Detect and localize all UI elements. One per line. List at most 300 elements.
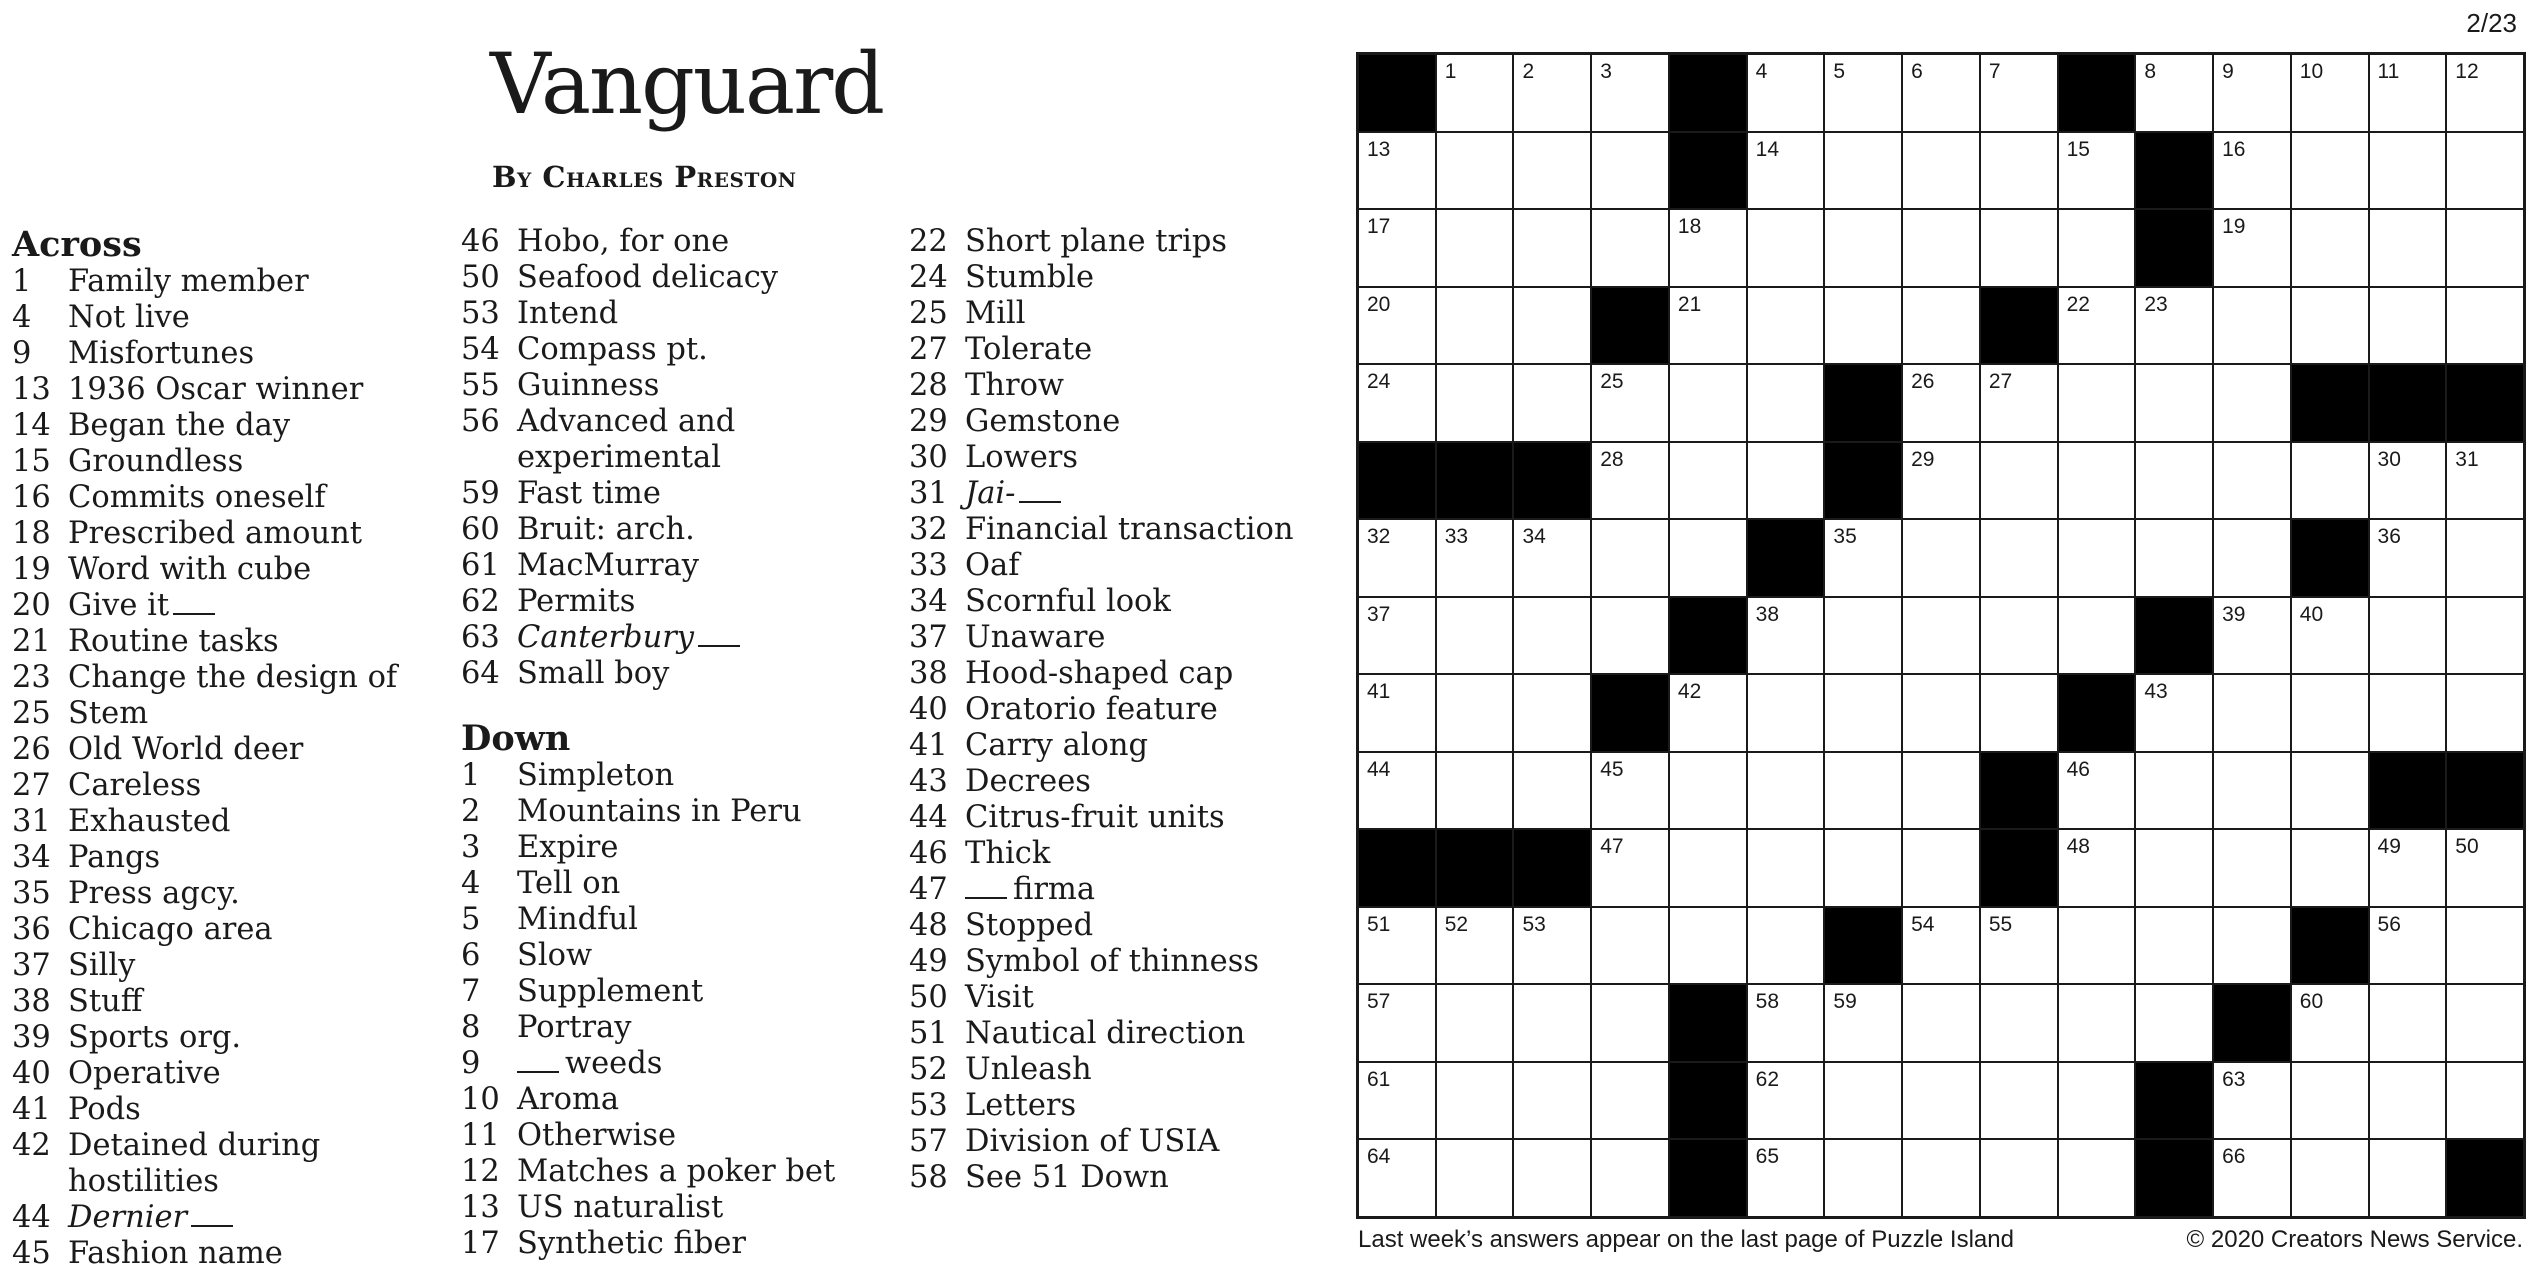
clue-text: Carry along: [965, 728, 1149, 763]
clue-number: 19: [12, 552, 51, 587]
grid-cell: [1514, 365, 1590, 441]
clue-text-wrap: [965, 332, 1349, 368]
grid-cell: [2059, 908, 2135, 984]
clue-text-wrap: [965, 980, 1349, 1016]
cell-number: 52: [1444, 912, 1469, 936]
clue-text: Permits: [517, 584, 636, 619]
fill-in-blank: [965, 873, 1007, 899]
grid-cell: [1748, 55, 1824, 131]
clue-item: [461, 1190, 901, 1226]
black-square: [1359, 830, 1435, 906]
clue-item: [461, 548, 901, 584]
clue-number: 37: [909, 620, 948, 655]
clue-text-wrap: [965, 836, 1349, 872]
clue-text: Aroma: [517, 1082, 620, 1117]
cell-number: 5: [1833, 60, 1846, 83]
fill-in-blank: [1019, 477, 1061, 503]
grid-cell: [1359, 675, 1435, 751]
black-square: [1670, 1063, 1746, 1139]
clue-item: [909, 584, 1349, 620]
black-square: [2059, 675, 2135, 751]
clue-number: 52: [909, 1052, 948, 1087]
grid-cell: [2136, 520, 2212, 596]
clue-item: [461, 404, 901, 476]
clue-text-wrap: [517, 1082, 901, 1118]
clue-text-wrap: [965, 440, 1349, 476]
cell-number: 13: [1367, 137, 1391, 161]
clue-number: 27: [909, 332, 948, 367]
clue-text-wrap: [517, 224, 901, 260]
clue-number: 38: [12, 984, 51, 1019]
black-square: [1670, 985, 1746, 1061]
cell-number: 51: [1367, 912, 1391, 936]
clue-text: Family member: [68, 264, 309, 299]
grid-cell: [1670, 753, 1746, 829]
grid-cell: [1437, 908, 1513, 984]
black-square: [1825, 443, 1901, 519]
clue-text-wrap: [68, 588, 452, 624]
clue-item: [909, 1088, 1349, 1124]
grid-cell: [1670, 908, 1746, 984]
clue-text: Unaware: [965, 620, 1106, 655]
clue-text-wrap: [965, 1124, 1349, 1160]
clue-number: 38: [909, 656, 948, 691]
cell-number: 41: [1367, 680, 1391, 704]
clue-number: 61: [461, 548, 500, 583]
clue-text: Unleash: [965, 1052, 1092, 1087]
clue-item: [12, 264, 452, 300]
clue-item: [12, 336, 452, 372]
clue-number: 37: [12, 948, 51, 983]
crossword-grid: [1356, 52, 2526, 1219]
grid-cell: [1981, 908, 2057, 984]
grid-cell: [2059, 753, 2135, 829]
clue-item: [461, 296, 901, 332]
clue-text: Chicago area: [68, 912, 273, 947]
black-square: [1514, 830, 1590, 906]
clue-text: Sports org.: [68, 1020, 242, 1055]
cell-number: 3: [1600, 60, 1612, 83]
clue-text: Advanced and experimental: [517, 404, 736, 475]
grid-cell: [1514, 288, 1590, 364]
grid-cell: [2370, 1063, 2446, 1139]
cell-number: 44: [1367, 757, 1391, 781]
clue-text: Oaf: [965, 548, 1020, 583]
black-square: [1670, 1140, 1746, 1216]
cell-number: 9: [2222, 60, 2234, 83]
grid-cell: [1437, 675, 1513, 751]
black-square: [1748, 520, 1824, 596]
clue-text-wrap: [965, 728, 1349, 764]
grid-cell: [2059, 1063, 2135, 1139]
grid-cell: [2292, 1063, 2368, 1139]
clue-number: 12: [461, 1154, 500, 1189]
grid-cell: [2059, 210, 2135, 286]
grid-cell: [1592, 133, 1668, 209]
clue-item: [12, 1020, 452, 1056]
grid-cell: [1981, 1140, 2057, 1216]
clue-number: 34: [909, 584, 948, 619]
clue-text: Dernier: [68, 1200, 188, 1235]
cell-number: 47: [1600, 835, 1624, 859]
clue-item: [461, 1118, 901, 1154]
black-square: [2136, 1140, 2212, 1216]
across-clue-list: [12, 264, 452, 1272]
clue-text-wrap: [68, 1020, 452, 1056]
grid-cell: [1981, 210, 2057, 286]
clue-item: [461, 332, 901, 368]
clue-text: Give it: [68, 588, 170, 623]
clue-item: [461, 368, 901, 404]
clue-text-wrap: [68, 1200, 452, 1236]
grid-cell: [2136, 830, 2212, 906]
cell-number: 17: [1367, 215, 1391, 239]
cell-number: 21: [1677, 292, 1702, 316]
clue-text: Small boy: [517, 656, 670, 691]
black-square: [1592, 288, 1668, 364]
grid-cell: [1592, 520, 1668, 596]
clue-text: firma: [1013, 872, 1096, 907]
grid-cell: [2136, 288, 2212, 364]
clue-item: [909, 260, 1349, 296]
cell-number: 30: [2377, 447, 2401, 471]
clue-item: [909, 1052, 1349, 1088]
clue-text: Portray: [517, 1010, 632, 1045]
clue-number: 27: [12, 768, 51, 803]
clue-number: 32: [909, 512, 948, 547]
clue-item: [461, 1010, 901, 1046]
clue-text-wrap: [965, 1088, 1349, 1124]
grid-cell: [2059, 288, 2135, 364]
cell-number: 12: [2455, 60, 2479, 83]
clue-text: Jai-: [965, 476, 1016, 511]
grid-cell: [2214, 675, 2290, 751]
clue-text: Tell on: [517, 866, 621, 901]
clue-text: Otherwise: [517, 1118, 677, 1153]
down-heading: Down: [461, 718, 571, 759]
clue-item: [909, 836, 1349, 872]
grid-cell: [1748, 288, 1824, 364]
grid-cell: [2214, 753, 2290, 829]
clue-text-wrap: [68, 1236, 452, 1272]
clue-text: Fashion name: [68, 1236, 283, 1271]
clue-number: 40: [12, 1056, 51, 1091]
grid-cell: [1903, 908, 1979, 984]
clue-item: [909, 548, 1349, 584]
clue-text-wrap: [68, 732, 452, 768]
clue-number: 22: [909, 224, 948, 259]
clue-text: Fast time: [517, 476, 661, 511]
clue-item: [909, 728, 1349, 764]
grid-cell: [2370, 830, 2446, 906]
clue-text: Stopped: [965, 908, 1094, 943]
clue-text-wrap: [68, 516, 452, 552]
clue-item: [461, 476, 901, 512]
grid-cell: [2059, 985, 2135, 1061]
clue-column-2: [461, 224, 901, 1262]
grid-cell: [2447, 288, 2523, 364]
grid-cell: [2447, 133, 2523, 209]
grid-cell: [1903, 1140, 1979, 1216]
clue-number: 25: [909, 296, 948, 331]
grid-cell: [1514, 1140, 1590, 1216]
clue-text-wrap: [965, 224, 1349, 260]
clue-number: 56: [461, 404, 500, 439]
grid-cell: [2059, 1140, 2135, 1216]
grid-cell: [2214, 288, 2290, 364]
cell-number: 4: [1755, 60, 1768, 83]
grid-cell: [2370, 210, 2446, 286]
clue-item: [461, 758, 901, 794]
grid-cell: [2370, 1140, 2446, 1216]
grid-cell: [1981, 365, 2057, 441]
clue-text: Supplement: [517, 974, 704, 1009]
clue-item: [461, 1082, 901, 1118]
clue-number: 26: [12, 732, 51, 767]
clue-number: 40: [909, 692, 948, 727]
black-square: [1981, 753, 2057, 829]
grid-cell: [1359, 753, 1435, 829]
clue-text-wrap: [517, 548, 901, 584]
grid-cell: [1981, 520, 2057, 596]
grid-cell: [1514, 985, 1590, 1061]
cell-number: 43: [2144, 680, 2168, 704]
clue-item: [461, 902, 901, 938]
grid-cell: [1437, 210, 1513, 286]
grid-cell: [2447, 908, 2523, 984]
clue-text-wrap: [517, 584, 901, 620]
black-square: [1825, 365, 1901, 441]
grid-cell: [1514, 210, 1590, 286]
grid-cell: [2214, 520, 2290, 596]
grid-cell: [2292, 210, 2368, 286]
clue-text: Throw: [965, 368, 1065, 403]
grid-cell: [2447, 55, 2523, 131]
grid-cell: [1359, 1140, 1435, 1216]
grid-cell: [1514, 520, 1590, 596]
clue-number: 51: [909, 1016, 948, 1051]
clue-text-wrap: [965, 404, 1349, 440]
clue-text: Citrus-fruit units: [965, 800, 1225, 835]
grid-cell: [1359, 1063, 1435, 1139]
clue-text: Financial transaction: [965, 512, 1294, 547]
grid-cell: [2292, 985, 2368, 1061]
grid-cell: [1903, 830, 1979, 906]
clue-number: 23: [12, 660, 51, 695]
clue-number: 3: [461, 830, 481, 865]
grid-cell: [2370, 598, 2446, 674]
black-square: [2214, 985, 2290, 1061]
black-square: [2447, 753, 2523, 829]
clue-text: Hobo, for one: [517, 224, 730, 259]
clue-text: Expire: [517, 830, 619, 865]
clue-item: [461, 656, 901, 692]
clue-item: [461, 794, 901, 830]
black-square: [2292, 908, 2368, 984]
grid-cell: [1437, 1140, 1513, 1216]
clue-text-wrap: [517, 1010, 901, 1046]
grid-cell: [1514, 908, 1590, 984]
grid-cell: [2292, 133, 2368, 209]
clue-number: 8: [461, 1010, 481, 1045]
clue-item: [909, 1016, 1349, 1052]
cell-number: 63: [2222, 1067, 2246, 1091]
cell-number: 42: [1677, 680, 1702, 704]
grid-cell: [1748, 133, 1824, 209]
clue-text: Compass pt.: [517, 332, 708, 367]
cell-number: 49: [2377, 835, 2401, 859]
grid-cell: [1981, 443, 2057, 519]
grid-cell: [1903, 210, 1979, 286]
grid-cell: [1981, 985, 2057, 1061]
grid-cell: [1748, 1140, 1824, 1216]
answers-note: Last week’s answers appear on the last page of Puzzle Island: [1358, 1226, 2014, 1253]
clue-text-wrap: [517, 260, 901, 296]
clue-text: Visit: [965, 980, 1034, 1015]
grid-cell: [1825, 133, 1901, 209]
clue-number: 16: [12, 480, 51, 515]
clue-number: 47: [909, 872, 948, 907]
grid-cell: [1825, 598, 1901, 674]
cell-number: 48: [2066, 835, 2090, 859]
clue-item: [12, 444, 452, 480]
clue-item: [909, 620, 1349, 656]
cell-number: 37: [1367, 602, 1391, 626]
clue-item: [12, 768, 452, 804]
clue-number: 59: [461, 476, 500, 511]
clue-item: [909, 404, 1349, 440]
grid-cell: [2370, 55, 2446, 131]
clue-text: Thick: [965, 836, 1051, 871]
clue-text: US naturalist: [517, 1190, 724, 1225]
grid-cell: [2214, 598, 2290, 674]
clue-text-wrap: [68, 264, 452, 300]
grid-cell: [1825, 210, 1901, 286]
grid-cell: [2214, 210, 2290, 286]
grid-cell: [1592, 598, 1668, 674]
grid-cell: [2370, 443, 2446, 519]
clue-text-wrap: [68, 948, 452, 984]
clue-text: Mill: [965, 296, 1026, 331]
cell-number: 35: [1833, 525, 1857, 549]
black-square: [2059, 55, 2135, 131]
clue-item: [12, 876, 452, 912]
clue-text-wrap: [965, 764, 1349, 800]
clue-text-wrap: [517, 620, 901, 656]
clue-text-wrap: [68, 408, 452, 444]
clue-item: [461, 1226, 901, 1262]
grid-cell: [1359, 365, 1435, 441]
clue-item: [909, 692, 1349, 728]
clue-text: Word with cube: [68, 552, 312, 587]
clue-text-wrap: [68, 696, 452, 732]
clue-text-wrap: [517, 512, 901, 548]
grid-cell: [1748, 753, 1824, 829]
clue-number: 7: [461, 974, 481, 1009]
clue-item: [12, 660, 452, 696]
grid-cell: [1514, 675, 1590, 751]
grid-cell: [2214, 830, 2290, 906]
clue-text: Matches a poker bet: [517, 1154, 836, 1189]
clue-number: 58: [909, 1160, 948, 1195]
cell-number: 28: [1600, 447, 1624, 471]
cell-number: 50: [2455, 835, 2479, 859]
clue-number: 41: [909, 728, 948, 763]
clue-number: 10: [461, 1082, 500, 1117]
section-gap: [461, 692, 901, 718]
grid-cell: [1981, 133, 2057, 209]
clue-text: Prescribed amount: [68, 516, 363, 551]
clue-number: 9: [12, 336, 32, 371]
clue-number: 54: [461, 332, 500, 367]
clue-item: [12, 1128, 452, 1200]
cell-number: 33: [1444, 525, 1469, 549]
clue-number: 28: [909, 368, 948, 403]
grid-cell: [1514, 1063, 1590, 1139]
fill-in-blank: [191, 1201, 233, 1227]
cell-number: 40: [2299, 602, 2324, 626]
grid-cell: [1903, 443, 1979, 519]
grid-cell: [1670, 830, 1746, 906]
black-square: [1670, 598, 1746, 674]
black-square: [1825, 908, 1901, 984]
grid-cell: [2292, 830, 2368, 906]
black-square: [2370, 753, 2446, 829]
clue-text-wrap: [965, 476, 1349, 512]
clue-text-wrap: [965, 512, 1349, 548]
clue-text-wrap: [517, 332, 901, 368]
grid-cell: [2136, 908, 2212, 984]
clue-text-wrap: [68, 552, 452, 588]
clue-text: weeds: [565, 1046, 663, 1081]
cell-number: 11: [2377, 60, 2400, 83]
grid-cell: [2136, 985, 2212, 1061]
clue-text: Pods: [68, 1092, 141, 1127]
grid-cell: [1359, 520, 1435, 596]
cell-number: 64: [1367, 1145, 1391, 1169]
clue-number: 4: [461, 866, 481, 901]
clue-text: Stumble: [965, 260, 1095, 295]
clue-number: 45: [12, 1236, 51, 1271]
clue-number: 31: [909, 476, 948, 511]
grid-cell: [2059, 830, 2135, 906]
clue-text-wrap: [68, 1128, 452, 1200]
grid-cell: [2136, 675, 2212, 751]
fill-in-blank: [173, 589, 215, 615]
clue-item: [12, 804, 452, 840]
clue-item: [909, 1160, 1349, 1196]
cell-number: 53: [1522, 912, 1546, 936]
clue-text: Synthetic fiber: [517, 1226, 747, 1261]
clue-item: [909, 980, 1349, 1016]
clue-number: 17: [461, 1226, 500, 1261]
grid-cell: [2370, 288, 2446, 364]
clue-text-wrap: [965, 620, 1349, 656]
black-square: [2447, 365, 2523, 441]
grid-cell: [1670, 520, 1746, 596]
grid-cell: [1825, 520, 1901, 596]
cell-number: 23: [2144, 292, 2168, 316]
cell-number: 65: [1755, 1145, 1780, 1169]
clue-number: 5: [461, 902, 481, 937]
clue-text-wrap: [517, 794, 901, 830]
cell-number: 19: [2222, 215, 2246, 239]
clue-text: Seafood delicacy: [517, 260, 779, 295]
black-square: [1670, 133, 1746, 209]
clue-text-wrap: [68, 876, 452, 912]
clue-item: [909, 908, 1349, 944]
clue-text: Detained during hostilities: [68, 1128, 321, 1199]
